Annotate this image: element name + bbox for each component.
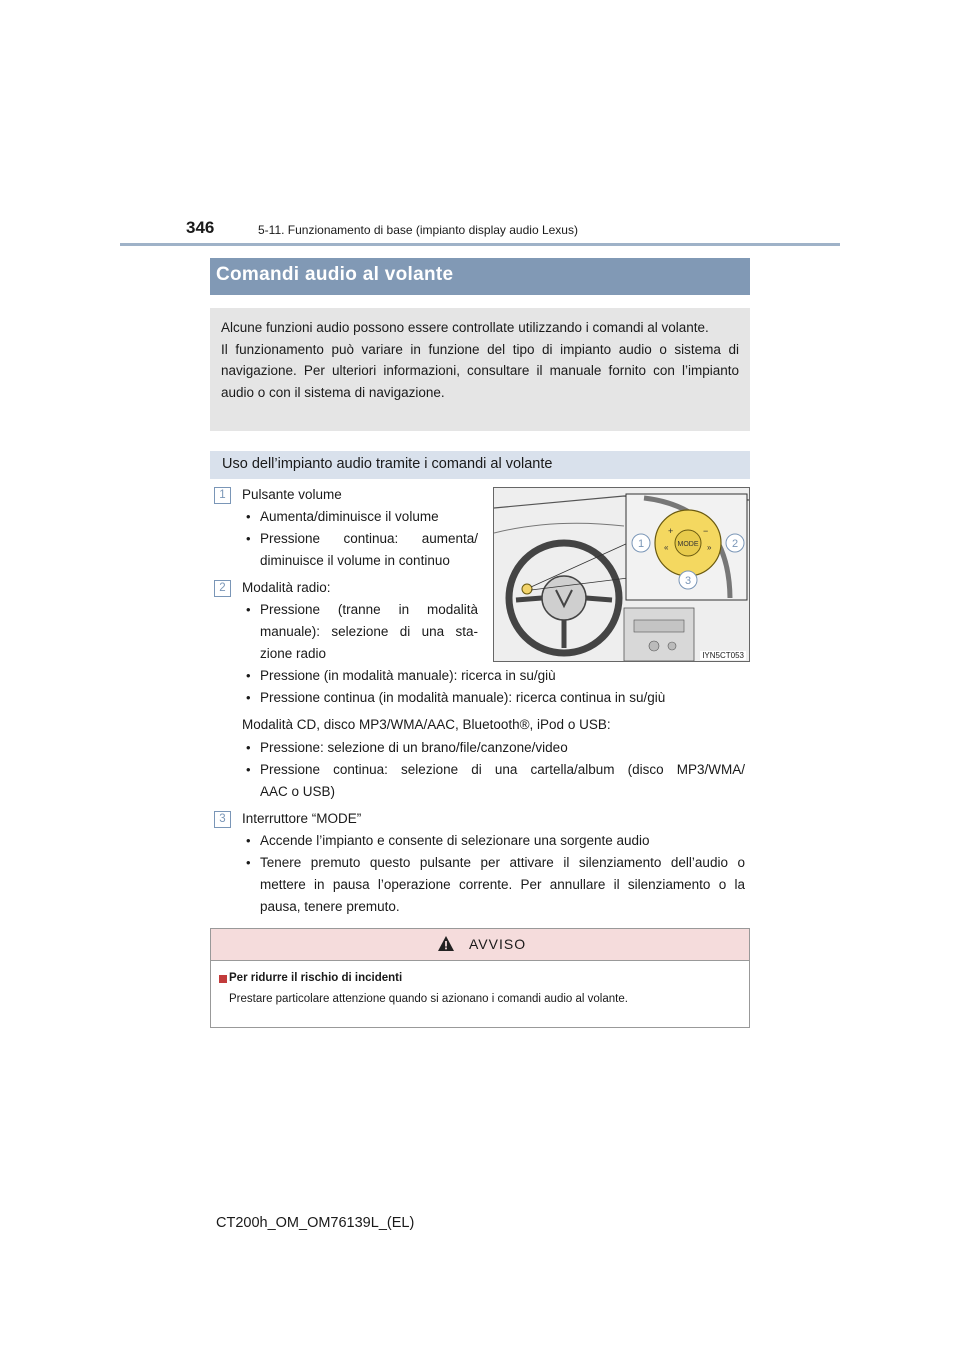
item-2-bullet-2: Pressione (in modalità manuale): ricerca in su/giù [260,668,556,683]
item-number-1: 1 [214,487,231,504]
page-title-bar [210,258,750,295]
item-2-bullet-1-end: zione radio [260,646,327,661]
item-1-bullet-2-cont: diminuisce il volume in continuo [260,553,450,568]
warning-subtitle: Per ridurre il rischio di incidenti [229,972,403,984]
bullet: • [246,855,251,870]
item-3-bullet-2: Tenere premuto questo pulsante per attivare il silenziamento dell’audio o [260,855,745,870]
document-code: CT200h_OM_OM76139L_(EL) [216,1215,415,1231]
header-divider [120,243,840,246]
item-2-cd-bullet-2-cont: AAC o USB) [260,784,336,799]
bullet: • [246,602,251,617]
intro-paragraph-1: Alcune funzioni audio possono essere controllate utilizzando i comandi al volante. [221,320,709,335]
item-1-bullet-1: Aumenta/diminuisce il volume [260,509,439,524]
warning-box [210,928,750,1028]
intro-box [210,308,750,431]
bullet: • [246,668,251,683]
warning-title: AVVISO [469,936,527,952]
item-3-bullet-2-cont: mettere in pausa l’operazione corrente. Per annullare il silenziamento o la [260,877,745,892]
warning-text: Prestare particolare attenzione quando si azionano i comandi audio al volante. [229,993,628,1005]
item-number-2: 2 [214,580,231,597]
warning-triangle-icon [437,935,455,952]
mode-button-label: MODE [677,541,699,548]
bullet: • [246,509,251,524]
item-1-title: Pulsante volume [242,487,342,502]
item-2-cd-title: Modalità CD, disco MP3/WMA/AAC, Bluetooth®, iPod o USB: [242,717,611,732]
section-title: 5-11. Funzionamento di base (impianto display audio Lexus) [258,223,578,237]
bullet: • [246,690,251,705]
warning-square-bullet [219,975,227,983]
svg-text:−: − [703,526,709,536]
item-2-bullet-3: Pressione continua (in modalità manuale): ricerca continua in su/giù [260,690,666,705]
warning-header [211,929,749,961]
svg-text:«: « [664,543,669,552]
steering-wheel-illustration [494,488,749,661]
callout-3: 3 [684,575,692,587]
item-2-cd-bullet-2: Pressione continua: selezione di una cartella/album (disco MP3/WMA/ [260,762,745,777]
bullet: • [246,531,251,546]
svg-text:+: + [668,526,674,536]
item-2-bullet-1: Pressione (tranne in modalità [260,602,478,617]
subsection-bar [210,451,750,479]
page-number: 346 [186,218,215,237]
svg-text:»: » [707,543,712,552]
page-title: Comandi audio al volante [216,264,454,285]
bullet: • [246,762,251,777]
item-2-cd-bullet-1: Pressione: selezione di un brano/file/canzone/video [260,740,568,755]
intro-paragraph-2: Il funzionamento può variare in funzione del tipo di impianto audio o sistema di navigazione. Per ulteriori informazioni, consultare il manuale fornito con l’impianto audio o con il sistema di navigazione. [221,341,739,400]
item-number-3: 3 [214,811,231,828]
subsection-title: Uso dell’impianto audio tramite i comandi al volante [222,456,553,472]
callout-2: 2 [731,538,739,550]
item-2-bullet-1-cont: manuale): selezione di una sta- [260,624,478,639]
bullet: • [246,740,251,755]
callout-1: 1 [637,538,645,550]
steering-wheel-figure [493,487,750,662]
item-3-title: Interruttore “MODE” [242,811,362,826]
item-1-bullet-2: Pressione continua: aumenta/ [260,531,478,546]
item-3-bullet-1: Accende l’impianto e consente di selezionare una sorgente audio [260,833,650,848]
item-3-bullet-2-end: pausa, tenere premuto. [260,899,400,914]
figure-code: IYN5CT053 [702,651,744,660]
item-2-title: Modalità radio: [242,580,331,595]
bullet: • [246,833,251,848]
